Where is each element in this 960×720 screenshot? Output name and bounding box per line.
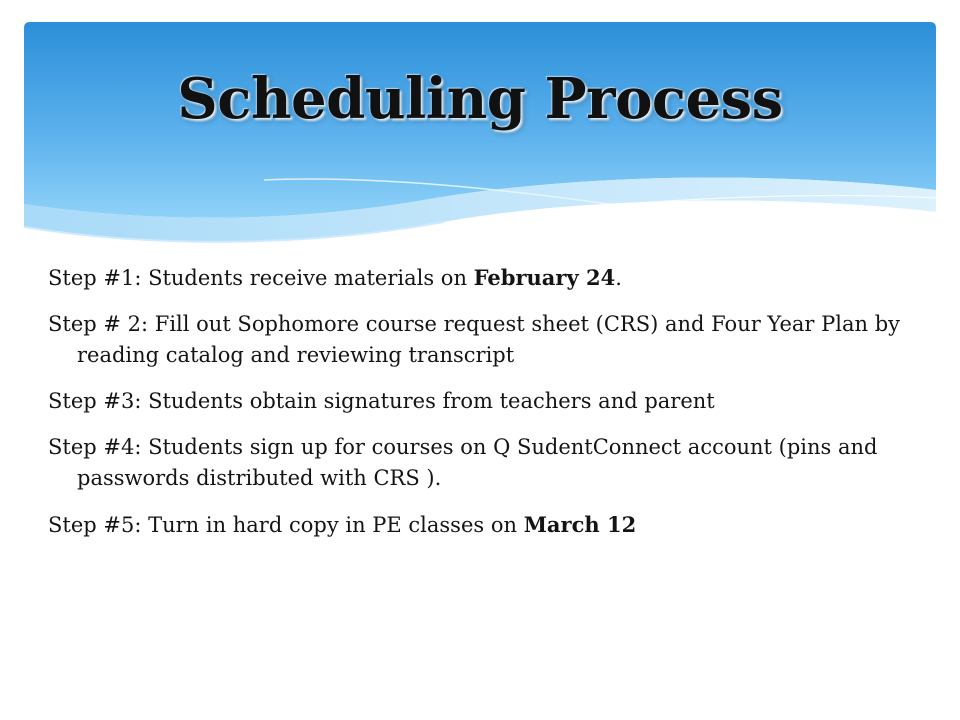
- step-5-text: Step #5: Turn in hard copy in PE classes on: [48, 513, 524, 537]
- slide-title: Scheduling Process: [177, 66, 783, 132]
- step-3-text: Step #3: Students obtain signatures from teachers and parent: [48, 389, 715, 413]
- steps-list: [48, 262, 928, 556]
- step-4: [48, 432, 928, 494]
- step-2: [48, 309, 928, 371]
- step-1: [48, 262, 928, 294]
- step-5-date: March 12: [523, 512, 637, 537]
- step-1-suffix: .: [615, 266, 622, 290]
- step-4-text: Step #4: Students sign up for courses on Q SudentConnect account (pins and passwords distributed with CRS ).: [48, 435, 878, 490]
- header-band: [24, 22, 936, 267]
- step-1-date: February 24: [473, 265, 616, 290]
- step-5: [48, 509, 928, 541]
- step-3: [48, 386, 928, 417]
- step-1-text: Step #1: Students receive materials on: [48, 266, 474, 290]
- step-2-text: Step # 2: Fill out Sophomore course request sheet (CRS) and Four Year Plan by reading catalog and reviewing transcript: [48, 312, 901, 367]
- header-wave-graphic: [24, 22, 936, 267]
